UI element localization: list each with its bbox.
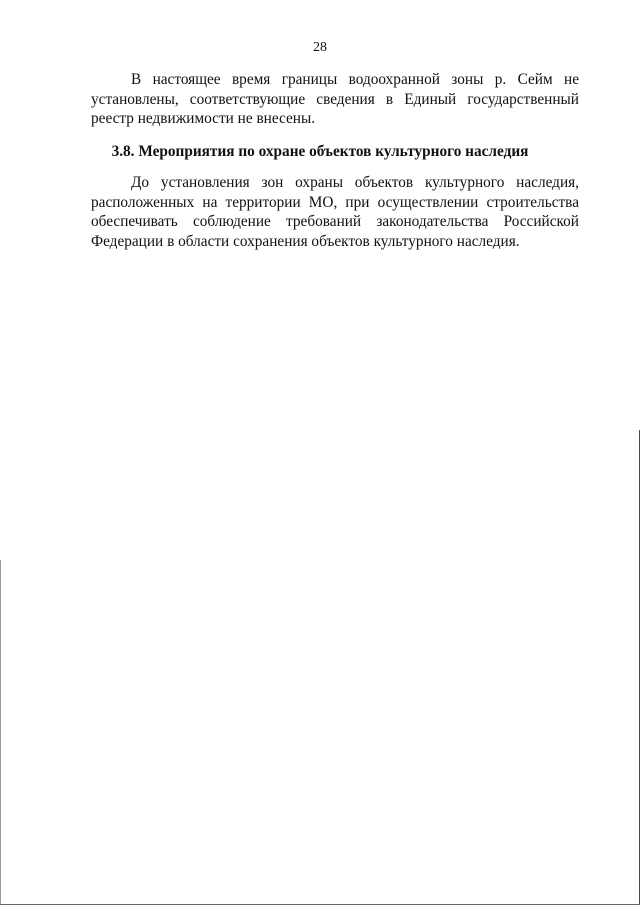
paragraph-cultural-heritage: До установления зон охраны объектов культурного наследия, расположенных на территории МО, при осуществлении строительства обеспечивать соблюдение требований законодательства Российской Федерации в области сохранения объектов культурного наследия. [91, 174, 579, 250]
scan-edge-line-left [0, 560, 1, 905]
section-heading: 3.8. Мероприятия по охране объектов культурного наследия [111, 143, 529, 160]
page-number: 28 [313, 40, 327, 55]
paragraph-water-protection-zone: В настоящее время границы водоохранной зоны р. Сейм не установлены, соответствующие сведения в Единый государственный реестр недвижимости не внесены. [91, 71, 579, 128]
